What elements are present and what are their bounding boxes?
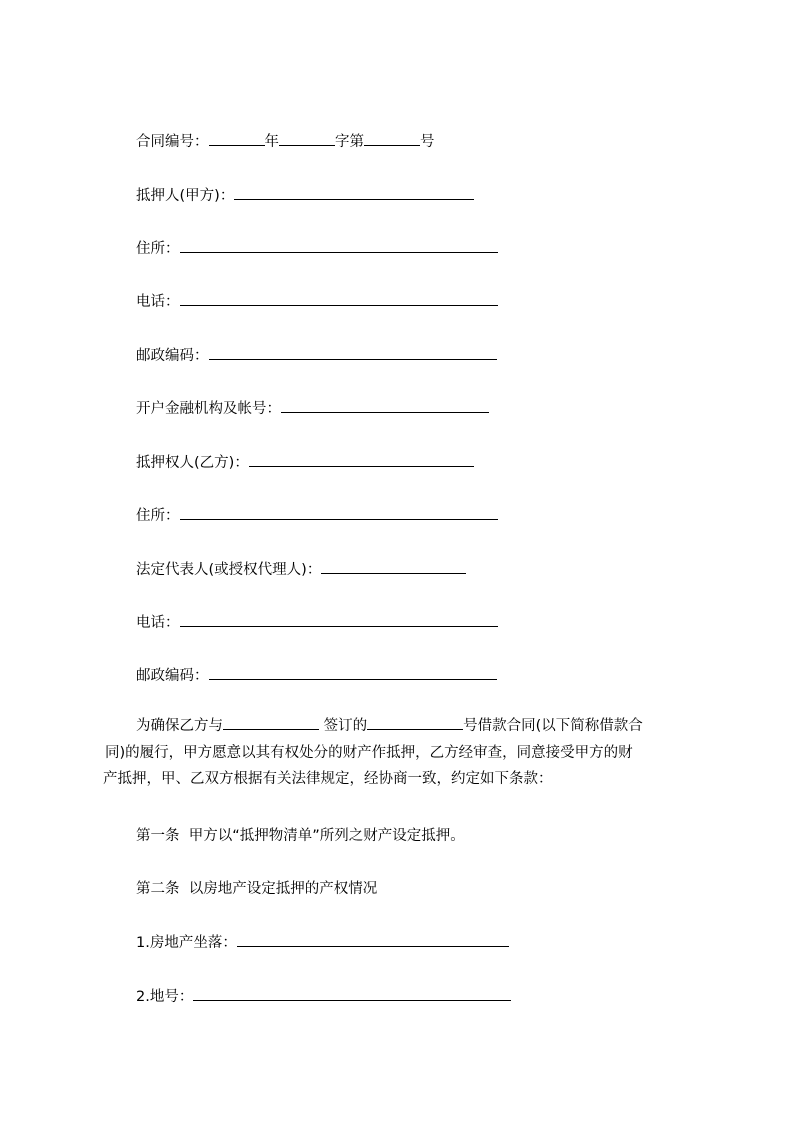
preamble-line-3: 产抵押，甲、乙双方根据有关法律规定，经协商一致，约定如下条款： <box>103 771 553 787</box>
mortgagee-address-line <box>136 505 498 526</box>
mortgagee-line <box>136 452 474 473</box>
mortgagor-bank-label: 开户金融机构及帐号： <box>136 401 281 417</box>
mortgagor-postcode-line <box>136 345 497 366</box>
mortgagor-phone-label: 电话： <box>136 294 180 310</box>
contract-number-no-field[interactable] <box>364 131 420 146</box>
mortgagee-postcode-label: 邮政编码： <box>136 668 209 684</box>
mortgagor-bank-field[interactable] <box>281 398 489 413</box>
item-2-line <box>136 986 511 1007</box>
contract-number-year-field[interactable] <box>209 131 265 146</box>
preamble-text-1: 为确保乙方与 <box>136 718 223 734</box>
mortgagee-name-field[interactable] <box>249 452 474 467</box>
preamble-text-3: 号借款合同(以下简称借款合 <box>463 718 643 734</box>
mortgagee-phone-line <box>136 612 498 633</box>
item-1-label: 1.房地产坐落： <box>136 935 237 951</box>
mortgagor-address-field[interactable] <box>180 238 498 253</box>
mortgagor-bank-line <box>136 398 489 419</box>
preamble-line-2: 同)的履行，甲方愿意以其有权处分的财产作抵押，乙方经审查，同意接受甲方的财 <box>105 744 633 761</box>
mortgagor-postcode-field[interactable] <box>209 345 497 360</box>
mortgagee-address-field[interactable] <box>180 505 498 520</box>
preamble-paragraph <box>103 713 663 793</box>
mortgagee-postcode-field[interactable] <box>209 665 497 680</box>
mortgagor-address-label: 住所： <box>136 241 180 257</box>
mortgagee-postcode-line <box>136 665 497 686</box>
mortgagor-line <box>136 185 474 206</box>
item-2-label: 2.地号： <box>136 989 194 1005</box>
item-1-line <box>136 932 509 953</box>
mortgagee-address-label: 住所： <box>136 508 180 524</box>
mortgagor-postcode-label: 邮政编码： <box>136 348 209 364</box>
mortgagee-rep-line <box>136 559 466 580</box>
item-1-location-field[interactable] <box>237 932 509 947</box>
preamble-text-2: 签订的 <box>319 718 368 734</box>
contract-number-year-text: 年 <box>264 134 279 150</box>
contract-number-hao-text: 号 <box>420 134 435 150</box>
contract-number-zi-text: 字第 <box>335 134 364 150</box>
mortgagor-address-line <box>136 238 498 259</box>
contract-number-line <box>136 131 435 152</box>
mortgagor-label: 抵押人(甲方)： <box>136 188 235 204</box>
contract-number-zi-field[interactable] <box>279 131 335 146</box>
article-2: 第二条 以房地产设定抵押的产权情况 <box>136 881 378 897</box>
mortgagee-label: 抵押权人(乙方)： <box>136 455 249 471</box>
article-1: 第一条 甲方以“抵押物清单”所列之财产设定抵押。 <box>136 828 465 844</box>
mortgagee-phone-field[interactable] <box>180 612 498 627</box>
contract-number-label: 合同编号： <box>136 134 209 150</box>
mortgagee-rep-label: 法定代表人(或授权代理人)： <box>136 562 322 578</box>
mortgagee-phone-label: 电话： <box>136 615 180 631</box>
preamble-party-field[interactable] <box>223 715 319 730</box>
mortgagee-rep-field[interactable] <box>321 559 466 574</box>
item-2-lot-field[interactable] <box>193 986 511 1001</box>
preamble-loan-no-field[interactable] <box>367 715 463 730</box>
mortgagor-name-field[interactable] <box>234 185 474 200</box>
mortgagor-phone-line <box>136 291 498 312</box>
preamble-line-1 <box>103 713 663 740</box>
mortgagor-phone-field[interactable] <box>180 291 498 306</box>
